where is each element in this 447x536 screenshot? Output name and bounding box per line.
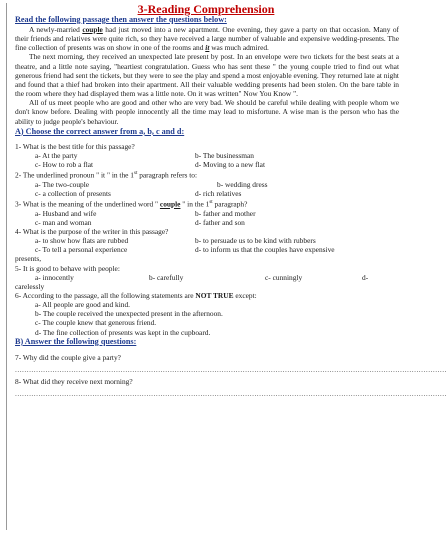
page-title: 3-Reading Comprehension bbox=[137, 2, 275, 16]
question-3-option-a: a- Husband and wife bbox=[35, 208, 97, 218]
question-4-option-c: c- To tell a personal experience bbox=[35, 245, 128, 255]
answer-line-7[interactable]: ........................................................................................................................................................................................ bbox=[15, 364, 447, 374]
section-a-heading: A) Choose the correct answer from a, b, c and d: bbox=[15, 126, 185, 136]
question-6-option-c-row bbox=[7, 318, 405, 327]
question-5-option-a: a- innocently bbox=[35, 272, 74, 282]
question-3-options-row-1 bbox=[7, 209, 405, 218]
section-b-heading: B) Answer the following questions: bbox=[15, 336, 137, 346]
question-6-option-b: b- The couple received the unexpected present in the afternoon. bbox=[35, 309, 223, 319]
question-3-option-b: b- father and mother bbox=[195, 208, 256, 218]
question-4-option-d: d- to inform us that the couples have expensive bbox=[195, 245, 335, 255]
question-6-option-c: c- The couple knew that generous friend. bbox=[35, 318, 157, 328]
question-5: 5- It is good to behave with people: bbox=[15, 263, 120, 273]
question-2: 2- The underlined pronoun " it " in the 1st paragraph refers to: bbox=[15, 170, 198, 180]
underlined-couple: couple bbox=[82, 25, 103, 34]
question-3-options-row-2 bbox=[7, 218, 405, 227]
question-6-option-a: a- All people are good and kind. bbox=[35, 300, 131, 310]
worksheet-page bbox=[6, 2, 447, 530]
question-5-option-c: c- cunningly bbox=[265, 272, 303, 282]
question-3-option-d: d- father and son bbox=[195, 217, 245, 227]
question-2-options-row-1 bbox=[7, 180, 405, 189]
question-1-option-b: b- The businessman bbox=[195, 150, 254, 160]
question-6: 6- According to the passage, all the following statements are NOT TRUE except: bbox=[15, 291, 257, 301]
question-1-option-c: c- How to rob a flat bbox=[35, 160, 94, 170]
question-7: 7- Why did the couple give a party? bbox=[15, 352, 121, 362]
question-2-option-c: c- a collection of presents bbox=[35, 188, 111, 198]
question-4-options-row-1 bbox=[7, 236, 405, 245]
question-1-option-d: d- Moving to a new flat bbox=[195, 160, 265, 170]
question-2-option-a: a- The two-couple bbox=[35, 179, 90, 189]
question-1-options-row-2 bbox=[7, 160, 405, 169]
question-6-option-d-row bbox=[7, 328, 405, 337]
question-6-option-b-row bbox=[7, 309, 405, 318]
question-1-options-row-1 bbox=[7, 151, 405, 160]
underlined-it: it bbox=[205, 43, 210, 53]
passage-instruction: Read the following passage then answer the questions below: bbox=[15, 15, 227, 24]
question-2-option-b: b- wedding dress bbox=[217, 179, 268, 189]
question-1-option-a: a- At the party bbox=[35, 150, 78, 160]
question-3-underlined-word: couple bbox=[159, 199, 181, 209]
question-5-option-d-continued: carelessly bbox=[15, 281, 45, 291]
question-1: 1- What is the best title for this passage? bbox=[15, 141, 135, 151]
not-true-emphasis: NOT TRUE bbox=[195, 291, 234, 301]
question-5-options-row bbox=[7, 273, 405, 282]
question-4-options-row-2 bbox=[7, 245, 405, 254]
answer-line-8[interactable]: ........................................................................................................................................................................................ bbox=[15, 389, 447, 399]
question-4-option-a: a- to show how flats are rubbed bbox=[35, 236, 129, 246]
passage-paragraph-3: All of us meet people who are good and other who are very bad. We should be careful while dealing with people whom we don't know before. Dealing with people innocently all the time may lead to misfortune. A wise man is the person who has the ability to judge people's behaviour. bbox=[15, 98, 399, 126]
question-4-option-d-continued: presents, bbox=[15, 254, 42, 264]
question-5-option-b: b- carefully bbox=[149, 272, 184, 282]
question-3: 3- What is the meaning of the underlined word " couple " in the 1st paragraph? bbox=[15, 199, 248, 209]
passage-paragraph-2: The next morning, they received an unexpected late present by post. In an envelope were two tickets for the best seats at a theatre, and a little note saying, "heartiest congratulation. Guess who has sent these " the young couple tried to find out what generous friend had sent the tickets, but they were to see the play and spend a most enjoyable evening. They returned late at night and found that a thief had broken into their apartment. All their valuable wedding presents had been stolen. On the bare table in the room where they had displayed them was a little note. On it was written" Now You Know ". bbox=[15, 52, 399, 99]
question-2-options-row-2 bbox=[7, 189, 405, 198]
question-2-option-d: d- rich relatives bbox=[195, 188, 242, 198]
passage-paragraph-1: A newly-married couple had just moved into a new apartment. One evening, they gave a party on that occasion. Many of their friends and relatives were quite rich, so they have received a large number of valuable and expensive wedding-presents. The fine collection of presents was on show in one of the rooms and it was much admired. bbox=[15, 25, 399, 53]
question-4-option-b: b- to persuade us to be kind with rubbers bbox=[195, 236, 316, 246]
question-6-option-a-row bbox=[7, 300, 405, 309]
question-5-option-d: d- bbox=[362, 272, 369, 282]
question-8: 8- What did they receive next morning? bbox=[15, 376, 133, 386]
question-6-option-d: d- The fine collection of presents was kept in the cupboard. bbox=[35, 327, 211, 337]
question-3-option-c: c- man and woman bbox=[35, 217, 92, 227]
question-4: 4- What is the purpose of the writer in this passage? bbox=[15, 226, 169, 236]
